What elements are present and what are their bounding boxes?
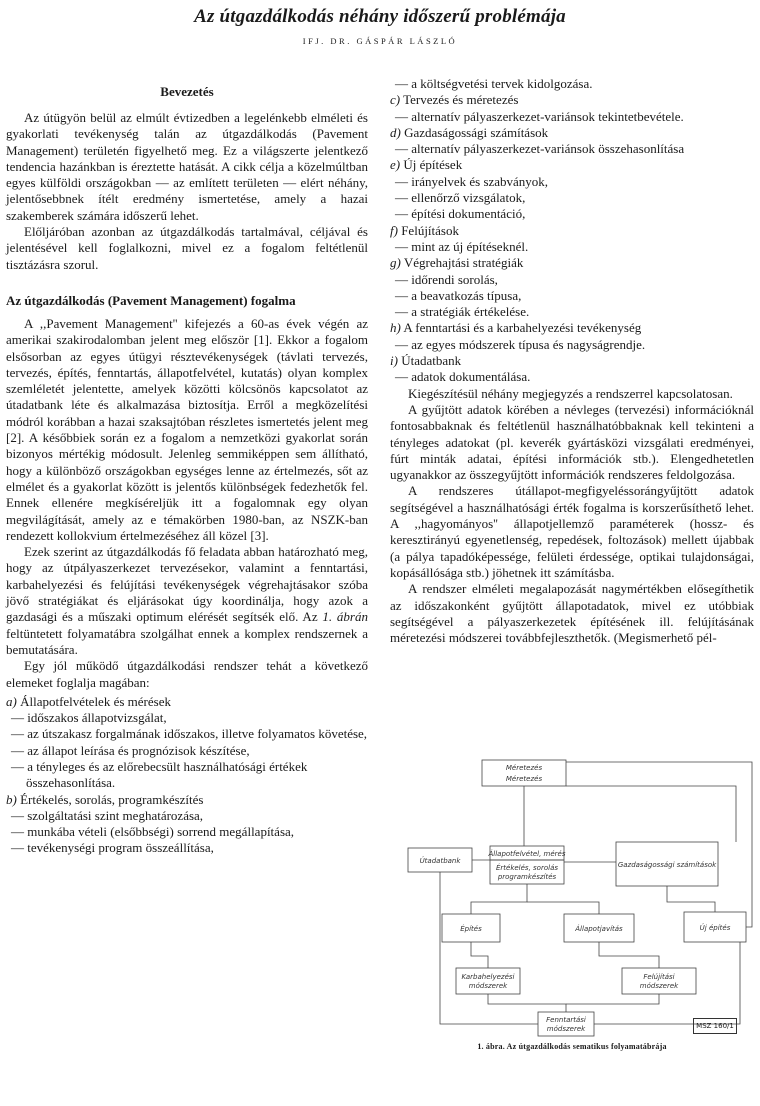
- box-label-maintenance-2: módszerek: [468, 982, 508, 990]
- list-item-letter: i): [390, 353, 398, 369]
- list-item: [390, 255, 754, 271]
- right-column: [390, 76, 754, 646]
- list-item-text: Tervezés és méretezés: [403, 92, 519, 108]
- list-item: [390, 92, 754, 108]
- concept-heading: Az útgazdálkodás (Pavement Management) fogalma: [6, 292, 296, 308]
- list-subitem: — mint az új építéseknél.: [395, 238, 529, 254]
- box-label-new: Új építés: [699, 924, 731, 932]
- figure-code: MSZ 160/1: [693, 1018, 737, 1034]
- list-item-text: Felújítások: [401, 222, 459, 238]
- concept-paragraph-2-b: feltüntetett folyamatábra szolgálhat ennek a komplex rendszernek a bemutatására.: [6, 625, 368, 657]
- list-subitem: — adatok dokumentálása.: [395, 369, 531, 385]
- intro-heading: Bevezetés: [160, 84, 214, 99]
- list-subitem: — építési dokumentáció,: [395, 206, 526, 222]
- flowchart-diagram: [390, 742, 754, 1042]
- intro-paragraph-1: Az útügyön belül az elmúlt évtizedben a legelénkebb elméleti és gyakorlati tevékenység talán az útgazdálkodás (Pavement Management) területén figyelhető meg. Ez a világszerte jelentkező tendencia hazánkban is éreztette hatását. A cikk célja a közelmúltban egyes külföldi országokban — az említett területen — elért néhány, jelentősebbnek ítélt eredmény ismertetése, amely a hazai szakemberek számára időszerű lehet.: [6, 110, 368, 223]
- remarks-paragraph-4: A rendszer elméleti megalapozását nagymértékben elősegíthetik az időszakonként gyűjtött állapotadatok, mivel ez utóbbiak segítségével a pályaszerkezetek építésének ill. felújításának méretezési módszerei továbbfejleszthetők. (Megismerhető pél-: [390, 581, 754, 646]
- list-subitem: — szolgáltatási szint meghatározása,: [11, 807, 204, 823]
- list-item-letter: d): [390, 124, 401, 140]
- box-label-survey: Állapotfelvétel, mérés: [488, 850, 566, 858]
- list-item: [390, 353, 754, 369]
- list-subitem: — a költségvetési tervek kidolgozása.: [395, 76, 593, 91]
- box-label-economics: Gazdaságossági számítások: [617, 861, 717, 869]
- list-subitem: — időrendi sorolás,: [395, 271, 498, 287]
- list-item-letter: h): [390, 320, 401, 336]
- list-subitem: — időszakos állapotvizsgálat,: [11, 710, 167, 726]
- box-label-upkeep-2: módszerek: [546, 1025, 586, 1033]
- list-subitem: — munkába vételi (elsőbbségi) sorrend megállapítása,: [11, 824, 295, 840]
- box-label-programming: programkészítés: [497, 873, 557, 881]
- concept-paragraph-3: Egy jól működő útgazdálkodási rendszer tehát a következő elemeket foglalja magában:: [6, 658, 368, 690]
- box-label-evaluation: Értékelés, sorolás: [495, 864, 559, 872]
- box-label-condition: Állapotjavítás: [575, 925, 623, 933]
- box-label-databank: Útadatbank: [419, 857, 461, 865]
- list-subitem: — az állapot leírása és prognózisok készítése,: [11, 742, 250, 758]
- figure-caption: 1. ábra. Az útgazdálkodás sematikus folyamatábrája: [477, 1042, 667, 1051]
- box-label-construction: Építés: [460, 925, 482, 933]
- list-item-text: Állapotfelvételek és mérések: [20, 693, 171, 709]
- box-maintenance: [456, 968, 520, 994]
- box-label-repair-2: módszerek: [639, 982, 679, 990]
- list-item-letter: c): [390, 92, 401, 108]
- list-item-text: Gazdaságossági számítások: [404, 124, 549, 140]
- box-label-maintenance-1: Karbahelyezési: [461, 973, 515, 981]
- remarks-paragraph-2: A gyűjtött adatok körében a névleges (tervezési) információknál fontosabbaknak és feltétlenül használhatóbbaknak kell tekinteni a tényleges adatokat (pl. keverék gyártásközi vizsgálati eredményei, fúrt minták adatai, építési információk stb.). Elengedhetetlen ugyanakkor az összegyűjtött információk rendszeres feldolgozása.: [390, 401, 754, 483]
- list-item: [6, 694, 368, 710]
- list-item-letter: b): [6, 791, 17, 807]
- list-item-text: Útadatbank: [401, 353, 462, 369]
- list-item: [390, 157, 754, 173]
- list-subitem: — ellenőrző vizsgálatok,: [395, 190, 526, 206]
- flowchart-figure: [390, 742, 754, 1092]
- list-subitem: — az egyes módszerek típusa és nagyságrendje.: [395, 336, 646, 352]
- box-label-repair-1: Felújítási: [643, 973, 675, 981]
- box-label-design-2: Méretezés: [505, 775, 543, 783]
- remarks-paragraph-1: Kiegészítésül néhány megjegyzés a rendszerrel kapcsolatosan.: [408, 385, 733, 401]
- element-list-right: [390, 76, 754, 386]
- intro-paragraph-2: Előljáróban azonban az útgazdálkodás tartalmával, céljával és jelentésével kell foglalkozni, mivel ez a fogalom feltétlenül tisztázásra szorul.: [6, 224, 368, 272]
- author: IFJ. DR. GÁSPÁR LÁSZLÓ: [302, 36, 458, 46]
- list-item-letter: f): [390, 222, 398, 238]
- list-item-text: Új építések: [403, 157, 463, 173]
- list-subitem: — irányelvek és szabványok,: [395, 173, 549, 189]
- list-subitem: — tevékenységi program összeállítása,: [11, 840, 214, 856]
- list-item-text: Értékelés, sorolás, programkészítés: [20, 791, 204, 807]
- list-item-text: Végrehajtási stratégiák: [403, 255, 524, 271]
- box-repair: [622, 968, 696, 994]
- list-item-text: A fenntartási és a karbahelyezési tevékenység: [403, 320, 642, 336]
- list-item: [6, 792, 368, 808]
- list-subitem: — a stratégiák értékelése.: [395, 304, 530, 320]
- left-column: [6, 84, 368, 857]
- list-subitem: — az útszakasz forgalmának időszakos, illetve folyamatos követése,: [11, 726, 368, 742]
- list-subitem: — a beavatkozás típusa,: [395, 287, 522, 303]
- page-title: Az útgazdálkodás néhány időszerű problémája: [194, 6, 566, 27]
- concept-paragraph-1: A ,,Pavement Management'' kifejezés a 60-as évek végén az amerikai szakirodalomban jelent meg először [1]. Ekkor a fogalom elsősorban az egyes útügyi résztevékenységek (távlati tervezés, tervezés, építés, fenntartás, állapotfelvétel, kutatás) olyan komplex szemléletét jelentette, amelyek közötti kölcsönös kapcsolatot az útadatbank léte és alkalmazása biztosítja. Erről a megközelítési módról korábban a hazai szaksajtóban részletes ismertetés jelent meg [2]. A későbbiek során ez a fogalom a nemzetközi gyakorlat során bizonyos mértékig módosult. Jelenleg semmiképpen sem állítható, hogy a különböző országokban egységes lenne az értelmezés, sőt az elmélet és a gyakorlat között is jelentős különbségek fedezhetők fel. Ennek ellenére megkíséreljük itt a fogalomnak egy olyan megvilágítását, amely az e témakörben 1980-ban, az NSZK-ban rendezett kollokvium értelmezéséhez áll közel [3].: [6, 315, 368, 543]
- concept-paragraph-2-a: Ezek szerint az útgazdálkodás fő feladata abban határozható meg, hogy az útpályaszerkezet tervezésekor, valamint a fenntartási, karbahelyezési és felújítási tevékenységek végrehajtásakor szóba jövő stratégiákat és eljárásokat úgy koordinálja, hogy azok a gazdasági és a műszaki optimum elérését segítsék elő. Az: [6, 544, 368, 625]
- list-item-letter: g): [390, 255, 401, 271]
- list-item-letter: e): [390, 157, 401, 173]
- list-item: [390, 223, 754, 239]
- list-item: [390, 320, 754, 336]
- box-label-upkeep-1: Fenntartási: [546, 1016, 586, 1024]
- list-item: [390, 125, 754, 141]
- concept-paragraph-2: [6, 544, 368, 658]
- box-label-design-1: Méretezés: [505, 764, 543, 772]
- list-subitem: — alternatív pályaszerkezet-variánsok tekintetbevétele.: [395, 108, 684, 124]
- remarks-paragraph-3: A rendszeres útállapot-megfigyeléssorángyűjtött adatok segítségével a használhatósági érték fogalma is korszerűsíthető lehet. A ,,hagyományos'' állapotjellemző paraméterek (hossz- és keresztirányú egyenetlenség, repedések, foltozások) mellett újabbak (a pálya tapadóképessége, felületi érdessége, optikai tulajdonságai, kopásállósága stb.) jöhetnek itt számításba.: [390, 483, 754, 580]
- figure-reference: 1. ábrán: [322, 609, 368, 625]
- list-subitem: — alternatív pályaszerkezet-variánsok összehasonlítása: [395, 141, 685, 157]
- element-list-left: [6, 694, 368, 857]
- list-subitem: — a tényleges és az előrebecsült használhatósági értékek összehasonlítása.: [11, 758, 308, 791]
- list-item-letter: a): [6, 693, 17, 709]
